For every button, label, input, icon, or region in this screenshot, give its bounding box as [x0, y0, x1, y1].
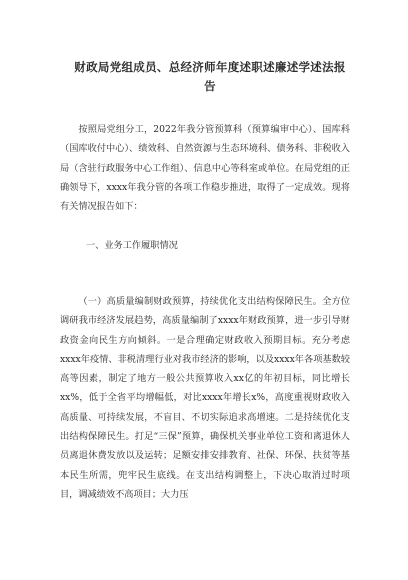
intro-paragraph: 按照局党组分工，2022年我分管预算科（预算编审中心）、国库科（国库收付中心）、绩效科、自然资源与生态环境科、债务科、非税收入局（含驻行政服务中心工作组）、信息中心等科室或单位。在局党组的正确领导下，xxxx年我分管的各项工作稳步推进，取得了一定成效。现将有关情况报告如下： [60, 124, 350, 213]
document-title-line-1: 财政局党组成员、总经济师年度述职述廉述学述法报 [74, 60, 346, 74]
section-heading: 一、业务工作履职情况 [86, 240, 178, 251]
body-paragraph: （一）高质量编制财政预算，持续优化支出结构保障民生。全方位调研我市经济发展趋势，高质量编制了xxxx年财政预算，进一步引导财政资金向民生方向倾斜。一是合理确定财政收入预期目标。充分考虑xxxx年疫情、非税清理行业对我市经济的影响，以及xxxx年各项基数较高等因素，制定了地方一般公共预算收入xx亿的年初目标，同比增长xx%，低于全省平均增幅低，对比xxxx年增长x%，高度重视财政收入高质量、可持续发展，不盲目、不切实际追求高增速。二是持续优化支出结构保障民生。打足“三保”预算，确保机关事业单位工资和离退休人员离退休费发放以及运转；足额安排安排教育、社保、环保、扶贫等基本民生所需，兜牢民生底线。在支出结构调整上，下决心取消过时项目，调减绩效不高项目；大力压 [60, 296, 350, 500]
document-title-line-2: 告 [204, 79, 216, 93]
